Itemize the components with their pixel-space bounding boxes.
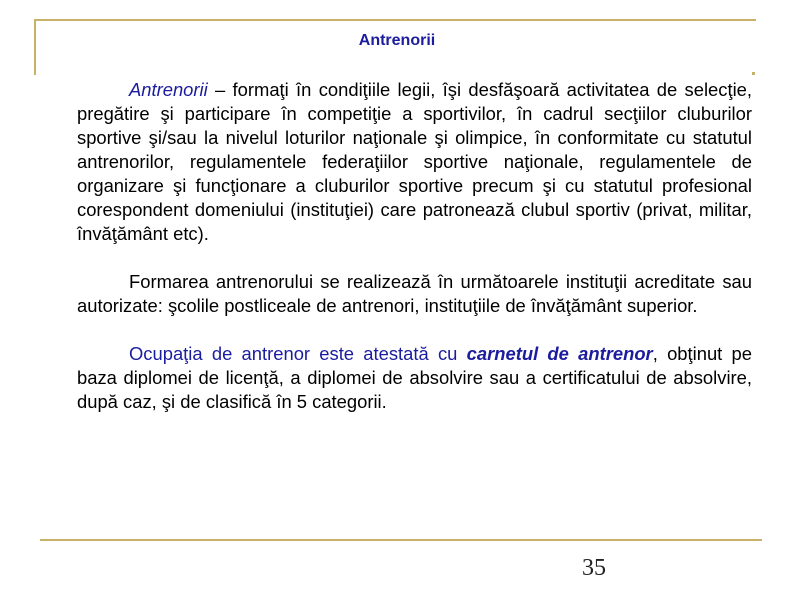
paragraph-formarea-text: Formarea antrenorului se realizează în următoarele instituţii acreditate sau autorizate: şcolile postliceale de antrenori, instituţiile de învăţământ superior. [77,271,752,316]
paragraph-antrenorii [77,78,752,246]
footer-divider [40,539,762,541]
page-number: 35 [582,555,606,581]
slide-content [77,78,752,414]
paragraph-formarea [77,270,752,318]
term-carnetul-de-antrenor: carnetul de antrenor [466,343,653,364]
slide-title: Antrenorii [358,32,436,49]
ocupatia-lead: Ocupaţia de antrenor este atestată cu [129,343,458,364]
ocupatia-space [457,343,466,364]
paragraph-ocupatia [77,342,752,414]
title-frame-top-line [34,19,756,21]
paragraph-ocupatia-text: , obţinut pe baza diplomei de licenţă, a diplomei de absolvire sau a certificatului de absolvire, după caz, şi de clasifică în 5 categorii. [77,343,752,412]
title-frame-corner-dot [752,72,755,75]
term-antrenorii: Antrenorii [129,79,208,100]
paragraph-antrenorii-text: – formaţi în condiţiile legii, îşi desfăşoară activitatea de selecţie, pregătire şi participare în competiţie a sportivilor, în cadrul secţiilor cluburilor sportive şi/sau la nivelul loturilor naţionale şi olimpice, în conformitate cu statutul antrenorilor, regulamentele federaţiilor sportive naţionale, regulamentele de organizare şi funcţionare a cluburilor sportive precum şi cu statutul profesional corespondent domeniului (instituţiei) care patronează clubul sportiv (privat, militar, învăţământ etc). [77,79,752,244]
